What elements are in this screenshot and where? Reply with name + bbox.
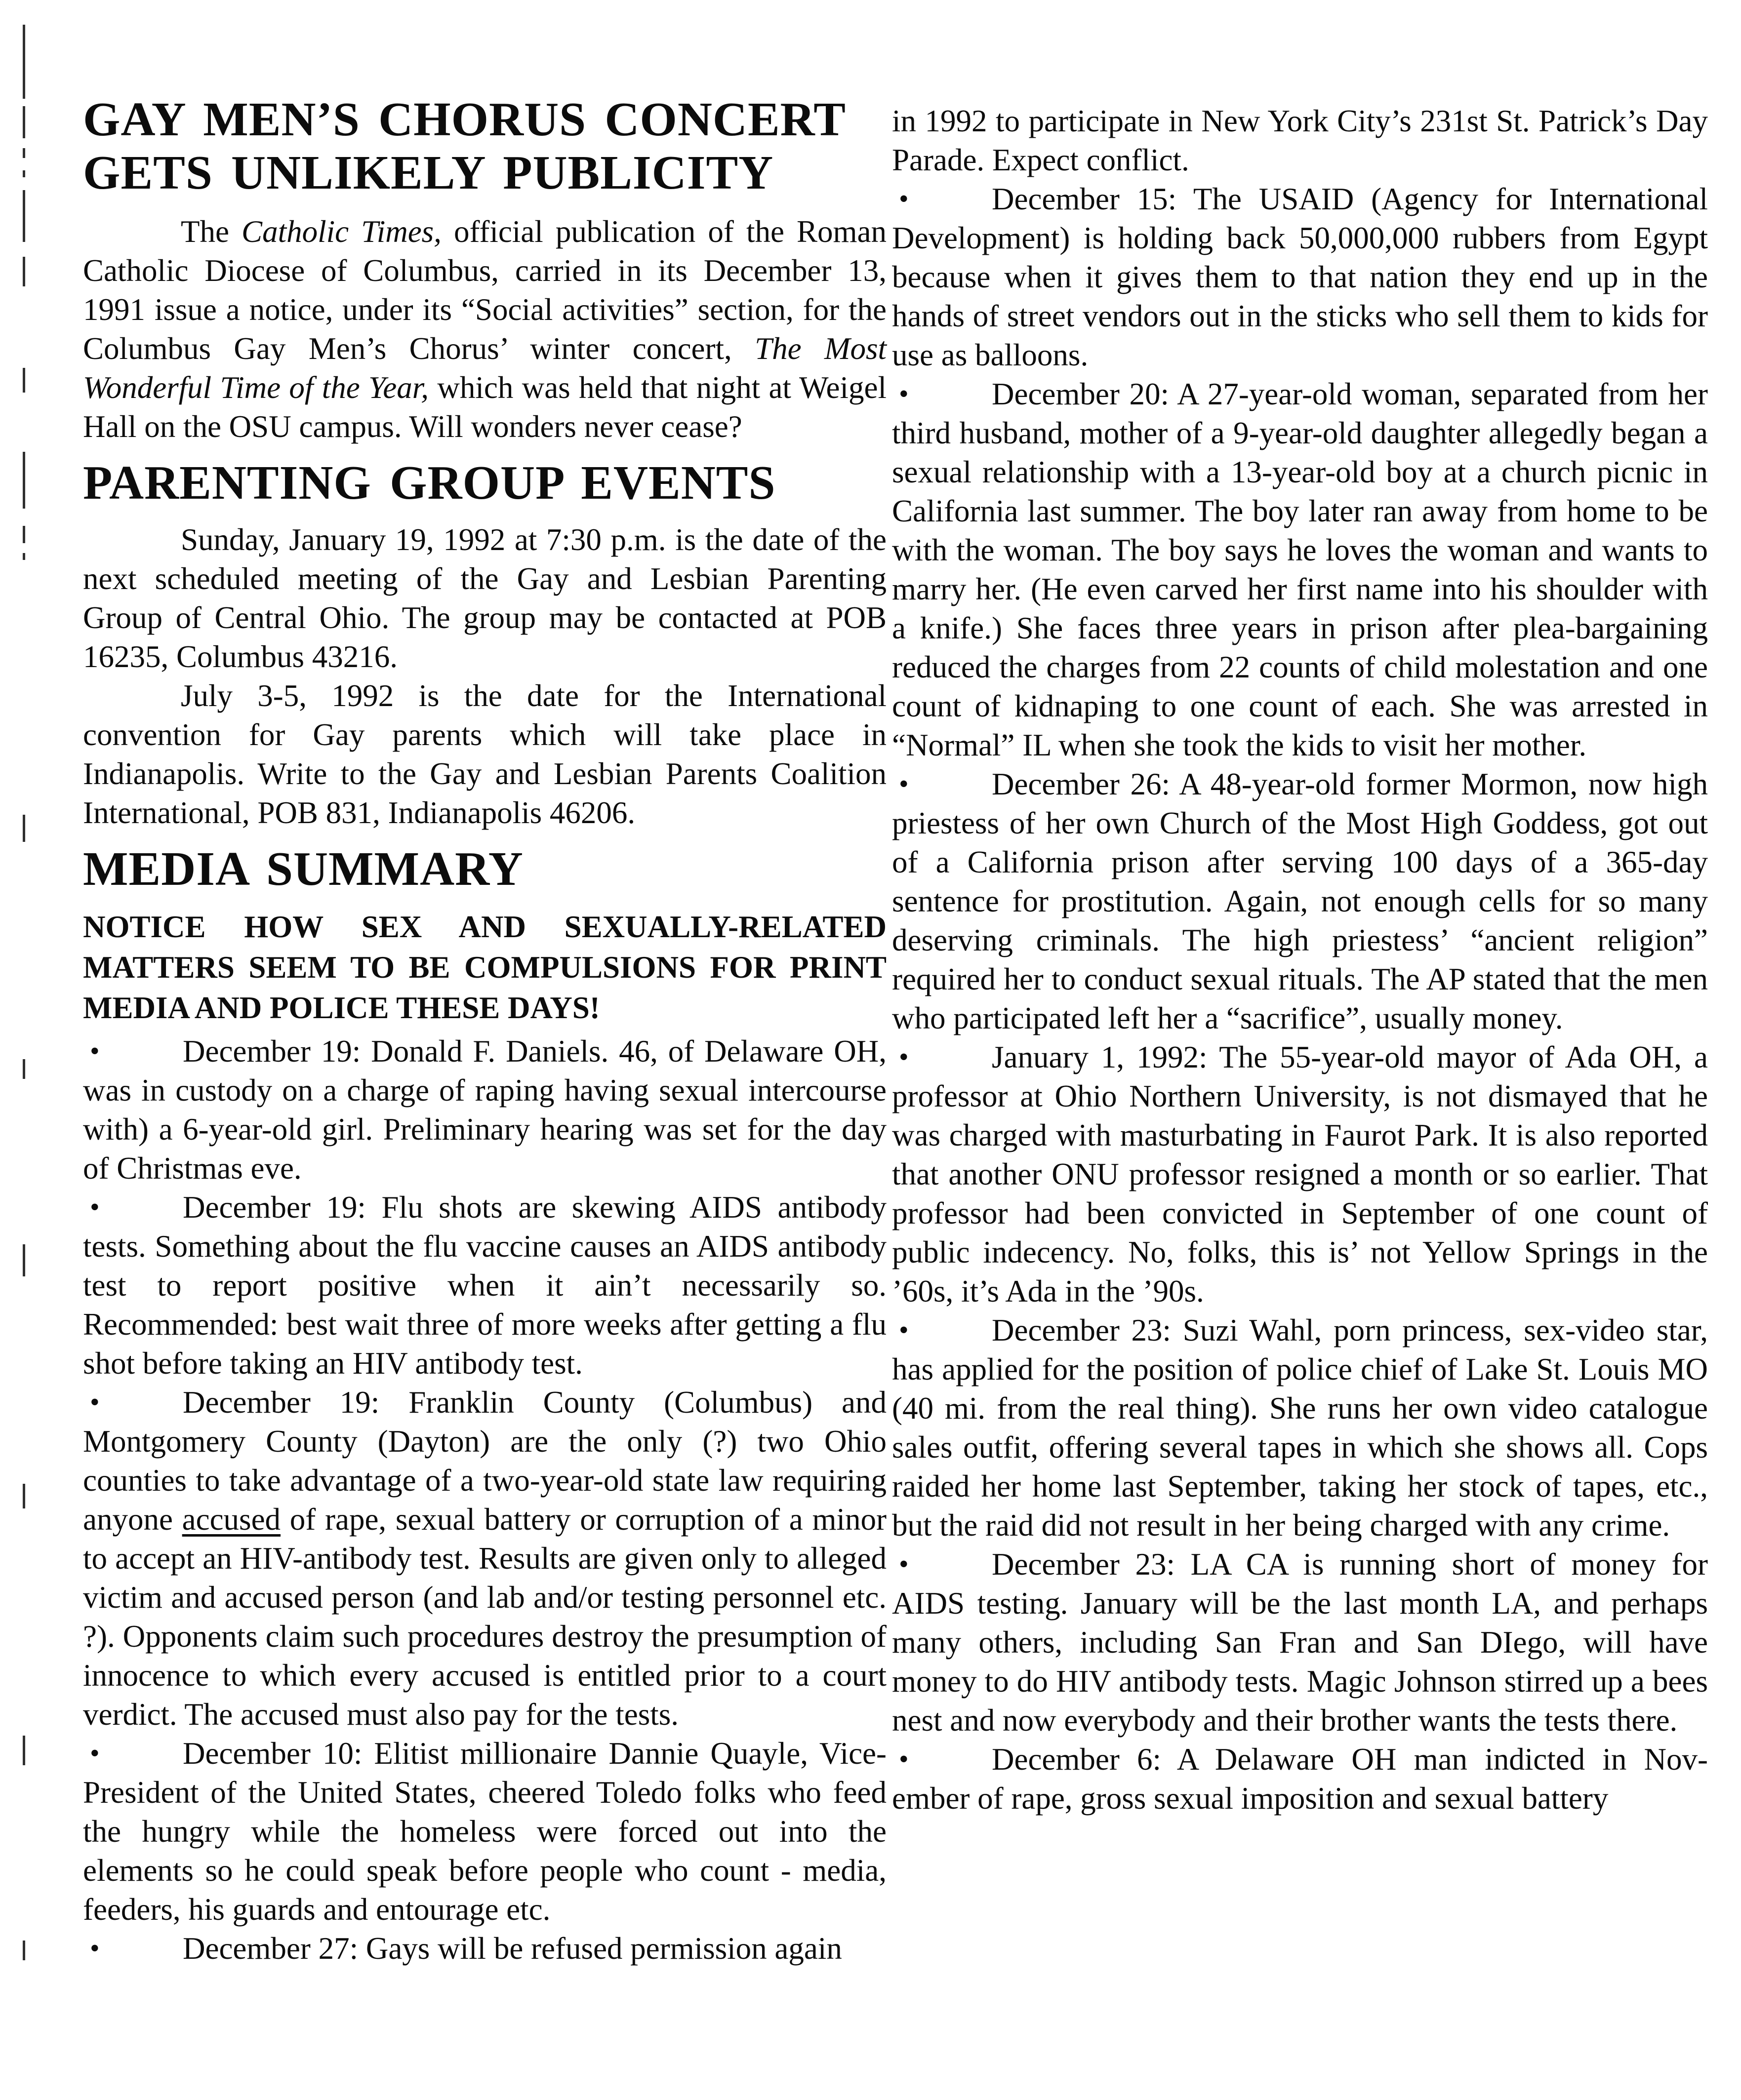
bullet-text: December 19: Donald F. Daniels. 46, of Delaware OH, was in custody on a charge of raping having sexual intercourse with) a 6-year-old girl. Preliminary hearing was set for the day of Christmas eve. bbox=[83, 1034, 887, 1186]
paragraph-parents-convention: July 3-5, 1992 is the date for the International convention for Gay parents which will take place in Indianapolis. Write to the Gay and Lesbian Parents Coalition International, POB 831, Indianapolis 46206. bbox=[83, 678, 887, 830]
bullet-text: December 26: A 48-year-old former Mormon, now high priestess of her own Church of the Most High Goddess, got out of a California prison after serving 100 days of a 365-day sentence for prostitution. Again, not enough cells for so many deserving criminals. The high priestess’ “ancient religion” required her to conduct sexual rituals. The AP stated that the men who participated left her a “sacrifice”, usually money. bbox=[892, 767, 1708, 1035]
bullet-icon: • bbox=[899, 769, 909, 799]
bullet-icon: • bbox=[899, 1744, 909, 1775]
heading-line: GAY MEN’S CHORUS CONCERT bbox=[83, 93, 846, 146]
media-summary-item bbox=[892, 1740, 1708, 1818]
bullet-text: December 23: Suzi Wahl, porn princess, sex-video star, has applied for the position of police chief of Lake St. Louis MO (40 mi. from the real thing). She runs her own video catalogue sales outfit, offering several tapes in which she shows all. Cops raided her home last September, taking her stock of tapes, etc., but the raid did not result in her being charged with any crime. bbox=[892, 1313, 1708, 1543]
right-column bbox=[892, 102, 1708, 1818]
scan-mark bbox=[23, 553, 25, 560]
scan-mark bbox=[23, 1941, 25, 1960]
bullet-text: December 20: A 27-year-old woman, separated from her third husband, mother of a 9-year-old daughter allegedly began a sexual relationship with a 13-year-old boy at a church picnic in California last summer. The boy later ran away from home to be with the woman. The boy says he loves the woman and wants to marry her. (He even carved her first name into his shoulder with a knife.) She faces three years in prison after plea-bargaining reduced the charges from 22 counts of child molestation and one count of kidnaping to one count of each. She was arrested in “Normal” IL when she took the kids to visit her mother. bbox=[892, 377, 1708, 762]
text-run-italic: Catholic Times, bbox=[242, 214, 442, 249]
media-summary-item bbox=[892, 1311, 1708, 1545]
scan-mark bbox=[23, 190, 25, 242]
paragraph-catholic-times bbox=[83, 212, 887, 446]
scan-mark bbox=[23, 257, 25, 286]
scan-mark bbox=[23, 106, 25, 138]
media-summary-item bbox=[892, 1545, 1708, 1740]
scan-mark bbox=[23, 1736, 25, 1765]
scan-mark bbox=[23, 1244, 25, 1276]
bullet-icon: • bbox=[90, 1192, 100, 1223]
section-heading-parenting-group: PARENTING GROUP EVENTS bbox=[83, 456, 776, 509]
bullet-text: December 6: A Delaware OH man indicted in Nov-ember of rape, gross sexual imposition and sexual battery bbox=[892, 1742, 1708, 1816]
bullet-icon: • bbox=[899, 1042, 909, 1072]
text-run-italic: The Most Wonderful Time of the Year, bbox=[83, 331, 887, 405]
media-summary-item bbox=[892, 1038, 1708, 1311]
media-summary-item bbox=[892, 765, 1708, 1038]
media-summary-item bbox=[83, 1383, 887, 1734]
bullet-icon: • bbox=[899, 379, 909, 409]
bullet-text: December 23: LA CA is running short of money for AIDS testing. January will be the last month LA, and perhaps many others, including San Fran and San DIego, will have money to do HIV antibody tests. Magic Johnson stirred up a bees nest and now everybody and their brother wants the tests there. bbox=[892, 1547, 1708, 1738]
text-run: The bbox=[181, 214, 242, 249]
bullet-text: December 10: Elitist millionaire Dannie Quayle, Vice-President of the United States, cheered Toledo folks who feed the hungry while the homeless were forced out into the elements so he could speak before people who count - media, feeders, his guards and entourage etc. bbox=[83, 1736, 887, 1927]
scan-mark bbox=[23, 1059, 25, 1079]
bullet-icon: • bbox=[899, 184, 909, 214]
scan-mark bbox=[23, 170, 25, 177]
scan-mark bbox=[23, 452, 25, 509]
bullet-icon: • bbox=[90, 1738, 100, 1769]
article-heading-chorus-concert bbox=[83, 93, 887, 199]
bullet-text: January 1, 1992: The 55-year-old mayor of Ada OH, a professor at Ohio Northern University, is not dismayed that he was charged with masturbating in Faurot Park. It is also reported that another ONU professor resigned a month or so earlier. That professor had been convicted in September of one count of public indecency. No, folks, this is’ not Yellow Springs in the ’60s, it’s Ada in the ’90s. bbox=[892, 1040, 1708, 1308]
media-summary-item bbox=[83, 1188, 887, 1383]
scan-mark bbox=[23, 148, 25, 158]
scan-mark bbox=[23, 25, 25, 99]
bullet-icon: • bbox=[90, 1036, 100, 1067]
paragraph-parenting-meeting: Sunday, January 19, 1992 at 7:30 p.m. is the date of the next scheduled meeting of the Gay and Lesbian Parenting Group of Central Ohio. The group may be contacted at POB 16235, Columbus 43216. bbox=[83, 522, 887, 674]
scan-mark bbox=[23, 526, 25, 543]
bullet-icon: • bbox=[899, 1315, 909, 1346]
media-summary-item bbox=[892, 180, 1708, 375]
media-summary-item bbox=[83, 1734, 887, 1929]
text-run: December 19: Franklin County (Columbus) and Montgomery County (Dayton) are the only (?) two Ohio counties to take advantage of a two-year-old state law requiring anyone bbox=[83, 1385, 887, 1537]
bullet-text: December 19: Flu shots are skewing AIDS antibody tests. Something about the flu vaccine causes an AIDS antibody test to report positive when it ain’t necessarily so. Recommended: best wait three of more weeks after getting a flu shot before taking an HIV antibody test. bbox=[83, 1190, 887, 1381]
media-summary-notice: NOTICE HOW SEX AND SEXUALLY-RELATED MATTERS SEEM TO BE COMPULSIONS FOR PRINT MEDIA AND POLICE THESE DAYS! bbox=[83, 910, 887, 1025]
media-summary-item bbox=[83, 1929, 887, 1968]
media-summary-item bbox=[892, 375, 1708, 765]
bullet-icon: • bbox=[899, 1549, 909, 1580]
scan-mark bbox=[23, 1484, 25, 1508]
text-run: of rape, sexual battery or corruption of a minor to accept an HIV-antibody test. Results are given only to alleged victim and accused person (and lab and/or testing personnel etc. ?). Opponents claim such procedures destroy the presumption of innocence to which every accused is entitled prior to a court verdict. The accused must also pay for the tests. bbox=[83, 1502, 887, 1732]
paragraph-continuation-parade: in 1992 to participate in New York City’s 231st St. Patrick’s Day Parade. Expect conflict. bbox=[892, 104, 1708, 177]
bullet-text: December 15: The USAID (Agency for International Development) is holding back 50,000,000 rubbers from Egypt because when it gives them to that nation they end up in the hands of street vendors out in the sticks who sell them to kids for use as balloons. bbox=[892, 182, 1708, 372]
heading-line: GETS UNLIKELY PUBLICITY bbox=[83, 146, 774, 199]
text-run: official publication of the Roman Catholic Diocese of Columbus, carried in its December 13, 1991 issue a notice, under its “Social activities” section, for the Columbus Gay Men’s Chorus’ winter concert, bbox=[83, 214, 887, 366]
bullet-text: December 27: Gays will be refused permission again bbox=[183, 1931, 842, 1966]
section-heading-media-summary: MEDIA SUMMARY bbox=[83, 842, 524, 895]
scan-mark bbox=[23, 815, 25, 842]
bullet-icon: • bbox=[90, 1387, 100, 1418]
bullet-text bbox=[83, 1383, 887, 1734]
bullet-icon: • bbox=[90, 1933, 100, 1964]
text-run-underlined: accused bbox=[182, 1502, 281, 1537]
text-run: which was held that night at Weigel Hall on the OSU campus. Will wonders never cease? bbox=[83, 370, 887, 444]
left-column bbox=[83, 93, 887, 1968]
media-summary-item bbox=[83, 1032, 887, 1188]
scan-mark bbox=[23, 368, 25, 393]
